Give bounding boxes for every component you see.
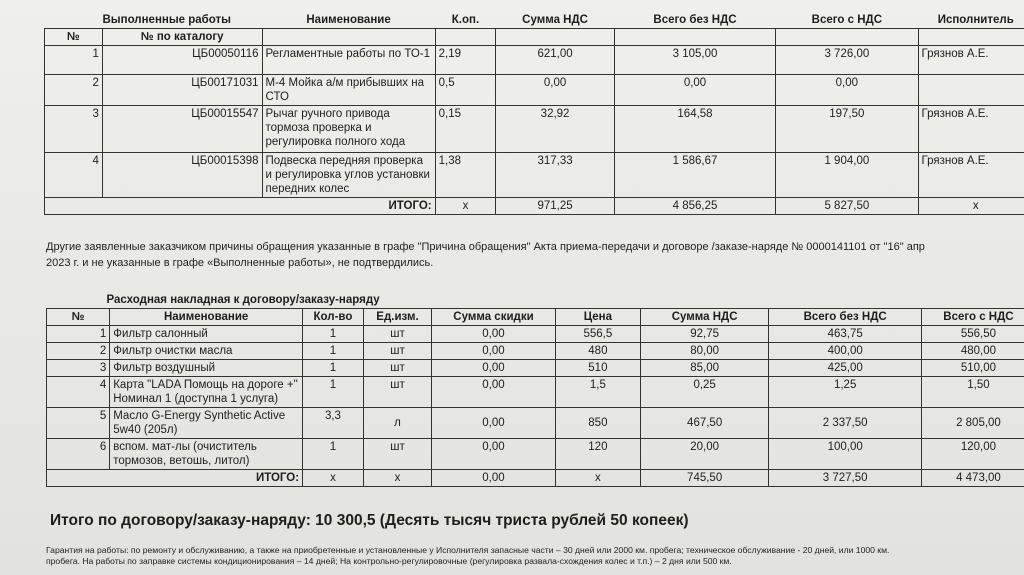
total-gross: 556,50 xyxy=(921,326,1024,343)
table-row xyxy=(47,360,1024,377)
vat-sum: 0,25 xyxy=(640,377,769,408)
works-header: К.оп. xyxy=(451,14,480,26)
catalog-number: ЦБ00171031 xyxy=(102,75,262,106)
total-net: 3 727,50 xyxy=(769,470,921,487)
row-number: 1 xyxy=(47,326,110,343)
total-net: 164,58 xyxy=(614,106,775,153)
invoice-header: № xyxy=(47,309,110,326)
quantity: 1 xyxy=(303,343,364,360)
works-header-blank xyxy=(776,29,918,46)
invoice-header: Всего с НДС xyxy=(921,309,1024,326)
quantity: 3,3 xyxy=(303,408,364,439)
vat-sum: 32,92 xyxy=(496,106,614,153)
invoice-header: Сумма скидки xyxy=(432,309,556,326)
note-paragraph xyxy=(46,239,1024,271)
works-header: № по каталогу xyxy=(102,29,262,46)
total-gross: 1,50 xyxy=(921,377,1024,408)
executor xyxy=(918,75,1024,106)
row-number: 2 xyxy=(47,343,110,360)
quantity: 1 xyxy=(303,360,364,377)
total-net: 400,00 xyxy=(769,343,921,360)
row-number: 3 xyxy=(47,360,110,377)
works-header-blank xyxy=(435,29,496,46)
table-row xyxy=(47,439,1024,470)
total-net: 3 105,00 xyxy=(614,46,775,75)
work-name: Подвеска передняя проверка и регулировка углов установки передних колес xyxy=(262,153,435,198)
quantity: 1 xyxy=(303,326,364,343)
total-qty: х xyxy=(303,470,364,487)
vat-sum: 92,75 xyxy=(640,326,769,343)
total-gross: 4 473,00 xyxy=(921,470,1024,487)
quantity: 1 xyxy=(303,377,364,408)
item-name: Фильтр воздушный xyxy=(110,360,303,377)
total-row xyxy=(45,198,1024,215)
works-header-blank xyxy=(918,29,1024,46)
discount: 0,00 xyxy=(432,439,556,470)
total-vat: 745,50 xyxy=(640,470,769,487)
row-number: 4 xyxy=(47,377,110,408)
note-line: 2023 г. и не указанные в графе «Выполненные работы», не подтвердились. xyxy=(46,257,434,269)
work-name: М-4 Мойка а/м прибывших на СТО xyxy=(262,75,435,106)
work-name: Рычаг ручного привода тормоза проверка и регулировка полного хода xyxy=(262,106,435,153)
works-header-blank xyxy=(614,29,775,46)
price: 510 xyxy=(555,360,640,377)
footer-line: Гарантия на работы: по ремонту и обслуживанию, а также на приобретенные и установленные у Исполнителя запасные части – 30 дней или 2000 км. пробега; техническое обслуживание - 20 дней, или 1000 км. xyxy=(46,545,890,555)
invoice-header: Наименование xyxy=(110,309,303,326)
total-label: ИТОГО: xyxy=(45,198,436,215)
labor-coef: 0,5 xyxy=(435,75,496,106)
total-gross: 120,00 xyxy=(921,439,1024,470)
quantity: 1 xyxy=(303,439,364,470)
price: 120 xyxy=(555,439,640,470)
total-discount: 0,00 xyxy=(432,470,556,487)
table-row xyxy=(45,153,1024,198)
unit: шт xyxy=(363,360,431,377)
row-number: 6 xyxy=(47,439,110,470)
item-name: вспом. мат-лы (очиститель тормозов, ветошь, литол) xyxy=(110,439,303,470)
table-row xyxy=(47,408,1024,439)
total-price: х xyxy=(555,470,640,487)
table-row xyxy=(47,377,1024,408)
row-number: 5 xyxy=(47,408,110,439)
total-row xyxy=(47,470,1024,487)
total-net: 1,25 xyxy=(769,377,921,408)
total-gross: 480,00 xyxy=(921,343,1024,360)
labor-coef: 2,19 xyxy=(435,46,496,75)
executor: Грязнов А.Е. xyxy=(918,106,1024,153)
note-line: Другие заявленные заказчиком причины обращения указанные в графе "Причина обращения" Акта приема-передачи и договоре /заказе-наряде № 0000141101 от "16" апр xyxy=(46,241,925,253)
works-header-blank xyxy=(496,29,614,46)
table-row xyxy=(45,75,1024,106)
total-net: 0,00 xyxy=(614,75,775,106)
unit: шт xyxy=(363,439,431,470)
invoice-table xyxy=(46,292,1024,487)
table-row xyxy=(47,343,1024,360)
table-row xyxy=(45,106,1024,153)
discount: 0,00 xyxy=(432,377,556,408)
discount: 0,00 xyxy=(432,360,556,377)
total-vat: 971,25 xyxy=(496,198,614,215)
work-name: Регламентные работы по ТО-1 xyxy=(262,46,435,75)
item-name: Масло G-Energy Synthetic Active 5w40 (205л) xyxy=(110,408,303,439)
vat-sum: 467,50 xyxy=(640,408,769,439)
works-table xyxy=(44,12,1024,215)
catalog-number: ЦБ00050116 xyxy=(102,46,262,75)
row-number: 2 xyxy=(45,75,103,106)
works-header: Исполнитель xyxy=(937,14,1014,26)
price: 480 xyxy=(555,343,640,360)
price: 850 xyxy=(555,408,640,439)
total-net: 4 856,25 xyxy=(614,198,775,215)
invoice-header: Ед.изм. xyxy=(363,309,431,326)
invoice-title: Расходная накладная к договору/заказу-наряду xyxy=(106,294,380,306)
price: 556,5 xyxy=(555,326,640,343)
discount: 0,00 xyxy=(432,326,556,343)
row-number: 4 xyxy=(45,153,103,198)
warranty-footer xyxy=(46,545,1024,567)
executor: Грязнов А.Е. xyxy=(918,46,1024,75)
price: 1,5 xyxy=(555,377,640,408)
works-title: Выполненные работы xyxy=(102,14,231,26)
total-executor: х xyxy=(918,198,1024,215)
unit: л xyxy=(363,408,431,439)
total-label: ИТОГО: xyxy=(47,470,303,487)
table-row xyxy=(45,46,1024,75)
row-number: 1 xyxy=(45,46,103,75)
vat-sum: 20,00 xyxy=(640,439,769,470)
invoice-header: Сумма НДС xyxy=(640,309,769,326)
item-name: Фильтр очистки масла xyxy=(110,343,303,360)
item-name: Фильтр салонный xyxy=(110,326,303,343)
grand-total: Итого по договору/заказу-наряду: 10 300,5 (Десять тысяч триста рублей 50 копеек) xyxy=(50,512,689,529)
total-gross: 197,50 xyxy=(776,106,918,153)
total-gross: 2 805,00 xyxy=(921,408,1024,439)
vat-sum: 0,00 xyxy=(496,75,614,106)
total-gross: 0,00 xyxy=(776,75,918,106)
works-header: Наименование xyxy=(306,14,391,26)
executor: Грязнов А.Е. xyxy=(918,153,1024,198)
total-net: 463,75 xyxy=(769,326,921,343)
invoice-header: Цена xyxy=(555,309,640,326)
total-net: 425,00 xyxy=(769,360,921,377)
total-coef: х xyxy=(435,198,496,215)
invoice-header: Всего без НДС xyxy=(769,309,921,326)
vat-sum: 80,00 xyxy=(640,343,769,360)
labor-coef: 0,15 xyxy=(435,106,496,153)
works-header: Всего с НДС xyxy=(811,14,883,26)
invoice-header: Кол-во xyxy=(303,309,364,326)
works-header: Сумма НДС xyxy=(522,14,588,26)
vat-sum: 317,33 xyxy=(496,153,614,198)
works-header-blank xyxy=(262,29,435,46)
catalog-number: ЦБ00015547 xyxy=(102,106,262,153)
total-gross: 510,00 xyxy=(921,360,1024,377)
works-header: № xyxy=(45,29,103,46)
catalog-number: ЦБ00015398 xyxy=(102,153,262,198)
total-gross: 3 726,00 xyxy=(776,46,918,75)
table-row xyxy=(47,326,1024,343)
total-gross: 5 827,50 xyxy=(776,198,918,215)
row-number: 3 xyxy=(45,106,103,153)
unit: шт xyxy=(363,377,431,408)
vat-sum: 621,00 xyxy=(496,46,614,75)
footer-line: пробега. На работы по заправке системы кондиционирования – 14 дней; На контрольно-регулировочные (регулировка развала-схождения колес и т.п.) – 2 дня или 500 км. xyxy=(46,556,732,566)
unit: шт xyxy=(363,343,431,360)
item-name: Карта "LADA Помощь на дороге +" Номинал 1 (доступна 1 услуга) xyxy=(110,377,303,408)
total-net: 2 337,50 xyxy=(769,408,921,439)
total-unit: х xyxy=(363,470,431,487)
discount: 0,00 xyxy=(432,343,556,360)
works-header: Всего без НДС xyxy=(653,14,737,26)
discount: 0,00 xyxy=(432,408,556,439)
unit: шт xyxy=(363,326,431,343)
labor-coef: 1,38 xyxy=(435,153,496,198)
vat-sum: 85,00 xyxy=(640,360,769,377)
total-net: 1 586,67 xyxy=(614,153,775,198)
total-net: 100,00 xyxy=(769,439,921,470)
total-gross: 1 904,00 xyxy=(776,153,918,198)
